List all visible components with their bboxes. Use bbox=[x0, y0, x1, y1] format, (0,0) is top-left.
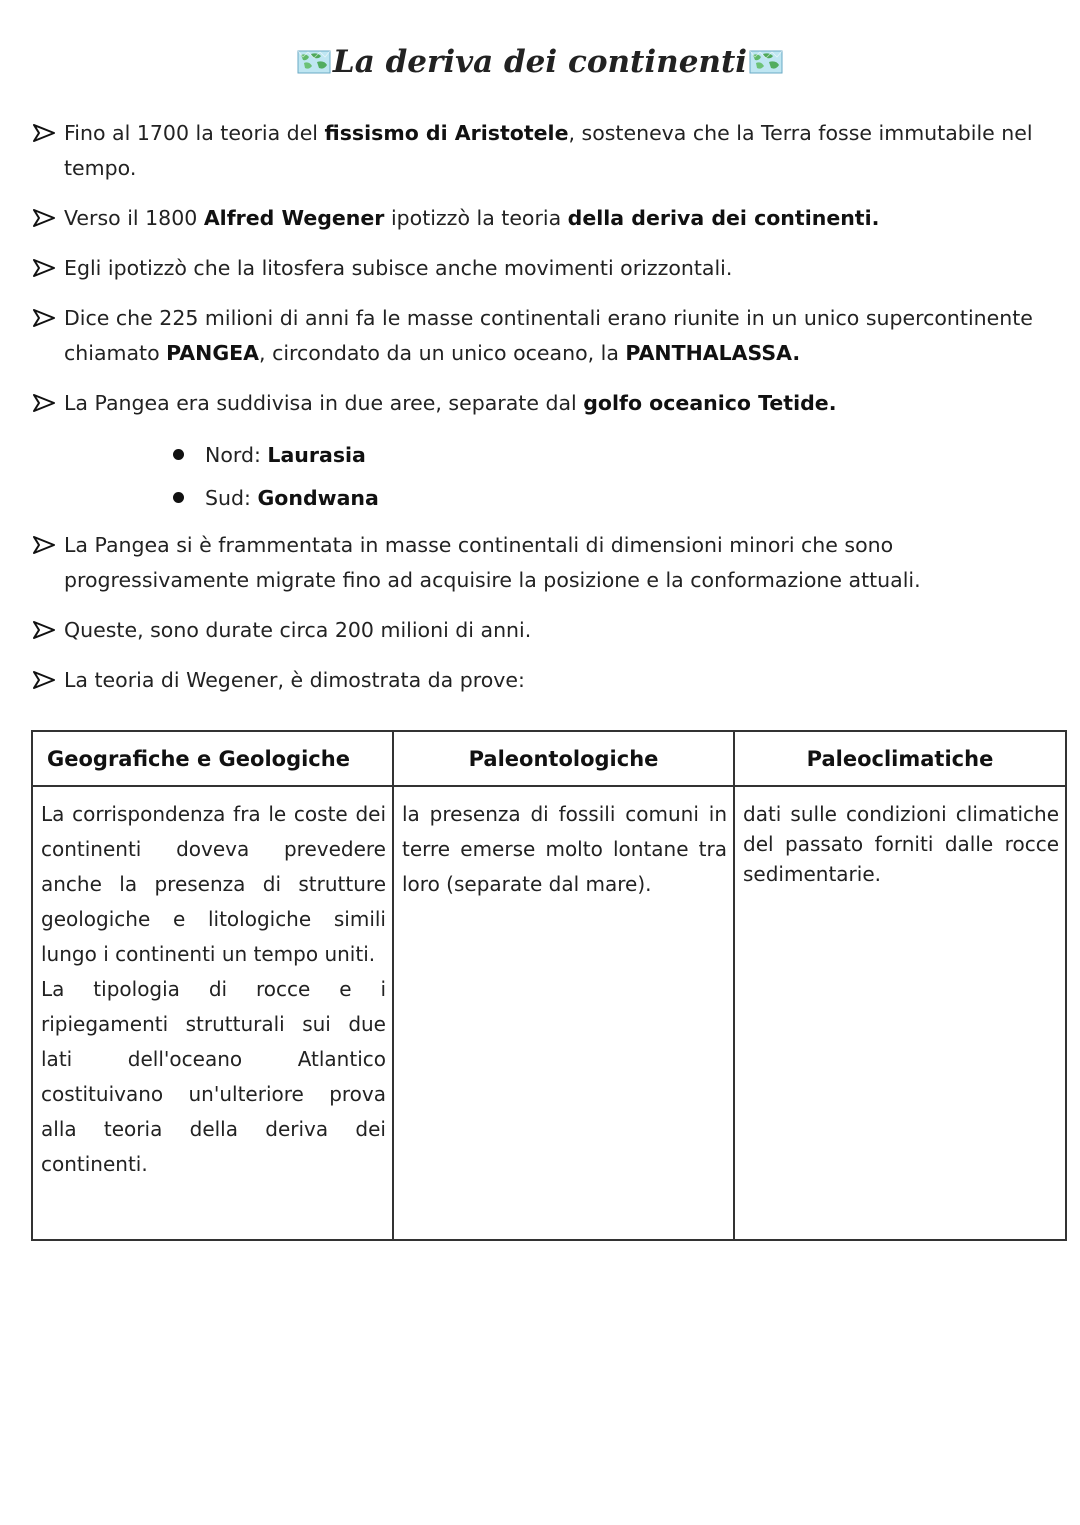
page-title bbox=[0, 38, 1080, 86]
title-text: La deriva dei continenti bbox=[332, 44, 748, 80]
arrow-bullet-icon bbox=[33, 124, 55, 142]
bullet-item bbox=[33, 201, 1033, 236]
cell-geografiche bbox=[32, 786, 393, 1240]
proofs-table bbox=[31, 730, 1067, 1241]
bullet-text: Fino al 1700 la teoria del bbox=[64, 121, 325, 145]
cell-paragraph: dati sulle condizioni climatiche del passato forniti dalle rocce sedimentarie. bbox=[743, 802, 1059, 886]
bullet-text: Egli ipotizzò che la litosfera subisce anche movimenti orizzontali. bbox=[64, 256, 733, 280]
bullet-item bbox=[33, 386, 1033, 421]
bullet-text: , circondato da un unico oceano, la bbox=[259, 341, 626, 365]
sub-item-label: Nord: bbox=[205, 443, 268, 467]
table-row bbox=[32, 786, 1066, 1240]
arrow-bullet-icon bbox=[33, 259, 55, 277]
arrow-bullet-icon bbox=[33, 536, 55, 554]
bullet-item bbox=[33, 528, 1033, 598]
arrow-bullet-icon bbox=[33, 209, 55, 227]
bullet-bold-text: Alfred Wegener bbox=[203, 206, 385, 230]
bullet-bold-text: fissismo di Aristotele bbox=[324, 121, 569, 145]
sub-item-value: Gondwana bbox=[257, 486, 379, 510]
arrow-bullet-icon bbox=[33, 394, 55, 412]
bullet-text: ipotizzò la teoria bbox=[384, 206, 568, 230]
sub-item-value: Laurasia bbox=[267, 443, 366, 467]
bullet-dot-icon bbox=[173, 449, 184, 460]
sub-item-label: Sud: bbox=[205, 486, 258, 510]
bullet-list bbox=[33, 116, 1033, 713]
bullet-item bbox=[33, 663, 1033, 698]
world-map-icon bbox=[297, 49, 331, 75]
cell-paleontologiche bbox=[393, 786, 734, 1240]
header-paleoclimatiche: Paleoclimatiche bbox=[734, 731, 1066, 786]
cell-paragraph: la presenza di fossili comuni in terre emerse molto lontane tra loro (separate dal mare). bbox=[402, 802, 727, 896]
cell-paragraph: La tipologia di rocce e i ripiegamenti strutturali sui due lati dell'oceano Atlantico costituivano un'ulteriore prova alla teoria della deriva dei continenti. bbox=[41, 977, 386, 1176]
header-geografiche: Geografiche e Geologiche bbox=[32, 731, 393, 786]
sub-item-nord bbox=[173, 438, 366, 473]
bullet-text: La teoria di Wegener, è dimostrata da prove: bbox=[64, 668, 525, 692]
arrow-bullet-icon bbox=[33, 309, 55, 327]
bullet-text: La Pangea era suddivisa in due aree, separate dal bbox=[64, 391, 584, 415]
bullet-item bbox=[33, 116, 1033, 186]
bullet-bold-text: PANTHALASSA. bbox=[625, 341, 801, 365]
sub-item-sud bbox=[173, 481, 379, 516]
bullet-text: Verso il 1800 bbox=[64, 206, 204, 230]
bullet-item bbox=[33, 301, 1033, 371]
bullet-item bbox=[33, 613, 1033, 648]
world-map-icon bbox=[749, 49, 783, 75]
cell-paragraph: La corrispondenza fra le coste dei continenti doveva prevedere anche la presenza di strutture geologiche e litologiche simili lungo i continenti un tempo uniti. bbox=[41, 802, 386, 966]
cell-paleoclimatiche bbox=[734, 786, 1066, 1240]
bullet-text: , sosteneva che la Terra fosse immutabile nel tempo. bbox=[64, 121, 1033, 180]
arrow-bullet-icon bbox=[33, 671, 55, 689]
bullet-text: La Pangea si è frammentata in masse continentali di dimensioni minori che sono progressivamente migrate fino ad acquisire la posizione e la conformazione attuali. bbox=[64, 533, 921, 592]
bullet-dot-icon bbox=[173, 492, 184, 503]
table-header-row bbox=[32, 731, 1066, 786]
bullet-item bbox=[33, 251, 1033, 286]
bullet-bold-text: PANGEA bbox=[166, 341, 260, 365]
bullet-text: Dice che 225 milioni di anni fa le masse continentali erano riunite in un unico supercontinente chiamato bbox=[64, 306, 1033, 365]
bullet-bold-text: della deriva dei continenti. bbox=[567, 206, 880, 230]
arrow-bullet-icon bbox=[33, 621, 55, 639]
header-paleontologiche: Paleontologiche bbox=[393, 731, 734, 786]
bullet-bold-text: golfo oceanico Tetide. bbox=[583, 391, 837, 415]
bullet-text: Queste, sono durate circa 200 milioni di anni. bbox=[64, 618, 532, 642]
